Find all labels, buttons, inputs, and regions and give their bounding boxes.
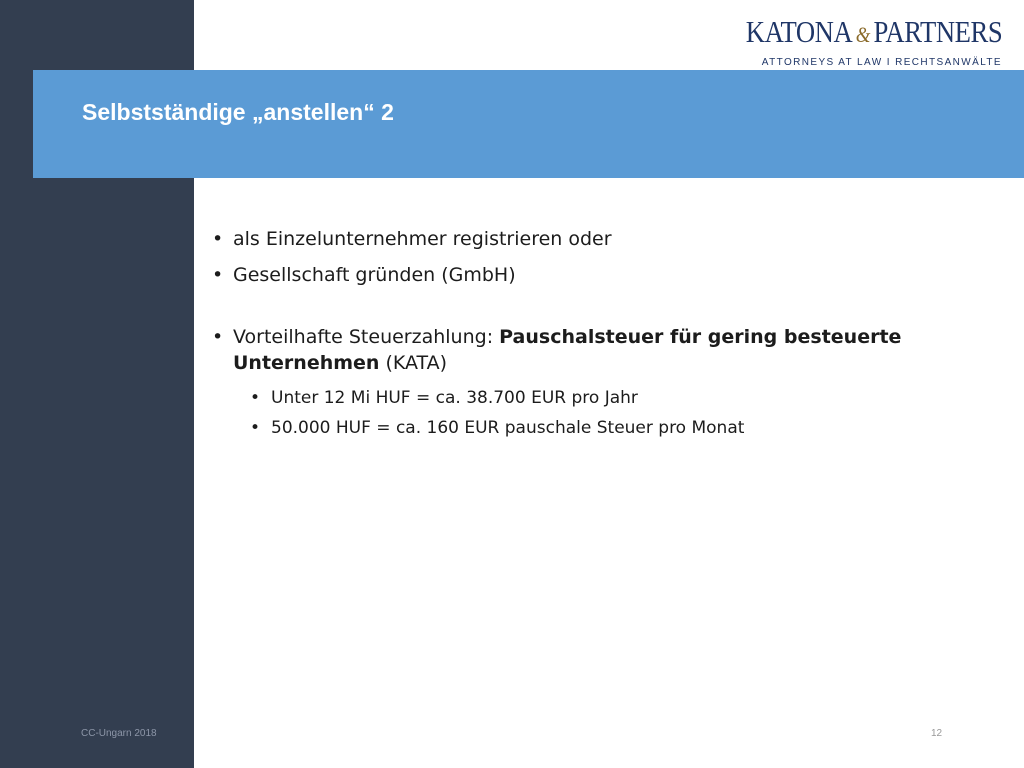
logo-tagline: ATTORNEYS AT LAW I RECHTSANWÄLTE (761, 57, 1002, 68)
sub-bullet-text: 50.000 HUF = ca. 160 EUR pauschale Steuer pro Monat (271, 418, 745, 438)
logo-wordmark (745, 14, 1002, 53)
footer-label: CC-Ungarn 2018 (81, 728, 157, 739)
bullet-text-suffix: (KATA) (379, 352, 448, 374)
bullet-dot: • (212, 228, 224, 250)
bullet-text-emphasis: Pauschalsteuer für gering besteuerte Unternehmen (233, 326, 902, 374)
slide-content (210, 226, 970, 440)
slide-title: Selbstständige „anstellen“ 2 (82, 99, 394, 125)
bullet-text: als Einzelunternehmer registrieren oder (233, 228, 612, 250)
bullet-dot: • (212, 264, 224, 286)
bullet-dot: • (250, 418, 261, 438)
bullet-text: Gesellschaft gründen (GmbH) (233, 264, 516, 286)
logo-name-katona: KATONA (745, 14, 853, 49)
bullet-item (210, 324, 970, 376)
page-number: 12 (931, 728, 943, 739)
bullet-text-prefix: Vorteilhafte Steuerzahlung: (233, 326, 500, 348)
bullet-item (210, 262, 970, 288)
title-band (33, 70, 1024, 178)
bullet-dot: • (250, 388, 261, 408)
logo-name-partners: PARTNERS (873, 14, 1002, 49)
bullet-item (210, 226, 970, 252)
sub-bullet-item (210, 416, 970, 440)
sub-bullet-text: Unter 12 Mi HUF = ca. 38.700 EUR pro Jahr (271, 388, 638, 408)
company-logo (704, 14, 1002, 68)
bullet-dot: • (212, 326, 224, 348)
logo-ampersand: & (855, 22, 870, 47)
sub-bullet-item (210, 386, 970, 410)
